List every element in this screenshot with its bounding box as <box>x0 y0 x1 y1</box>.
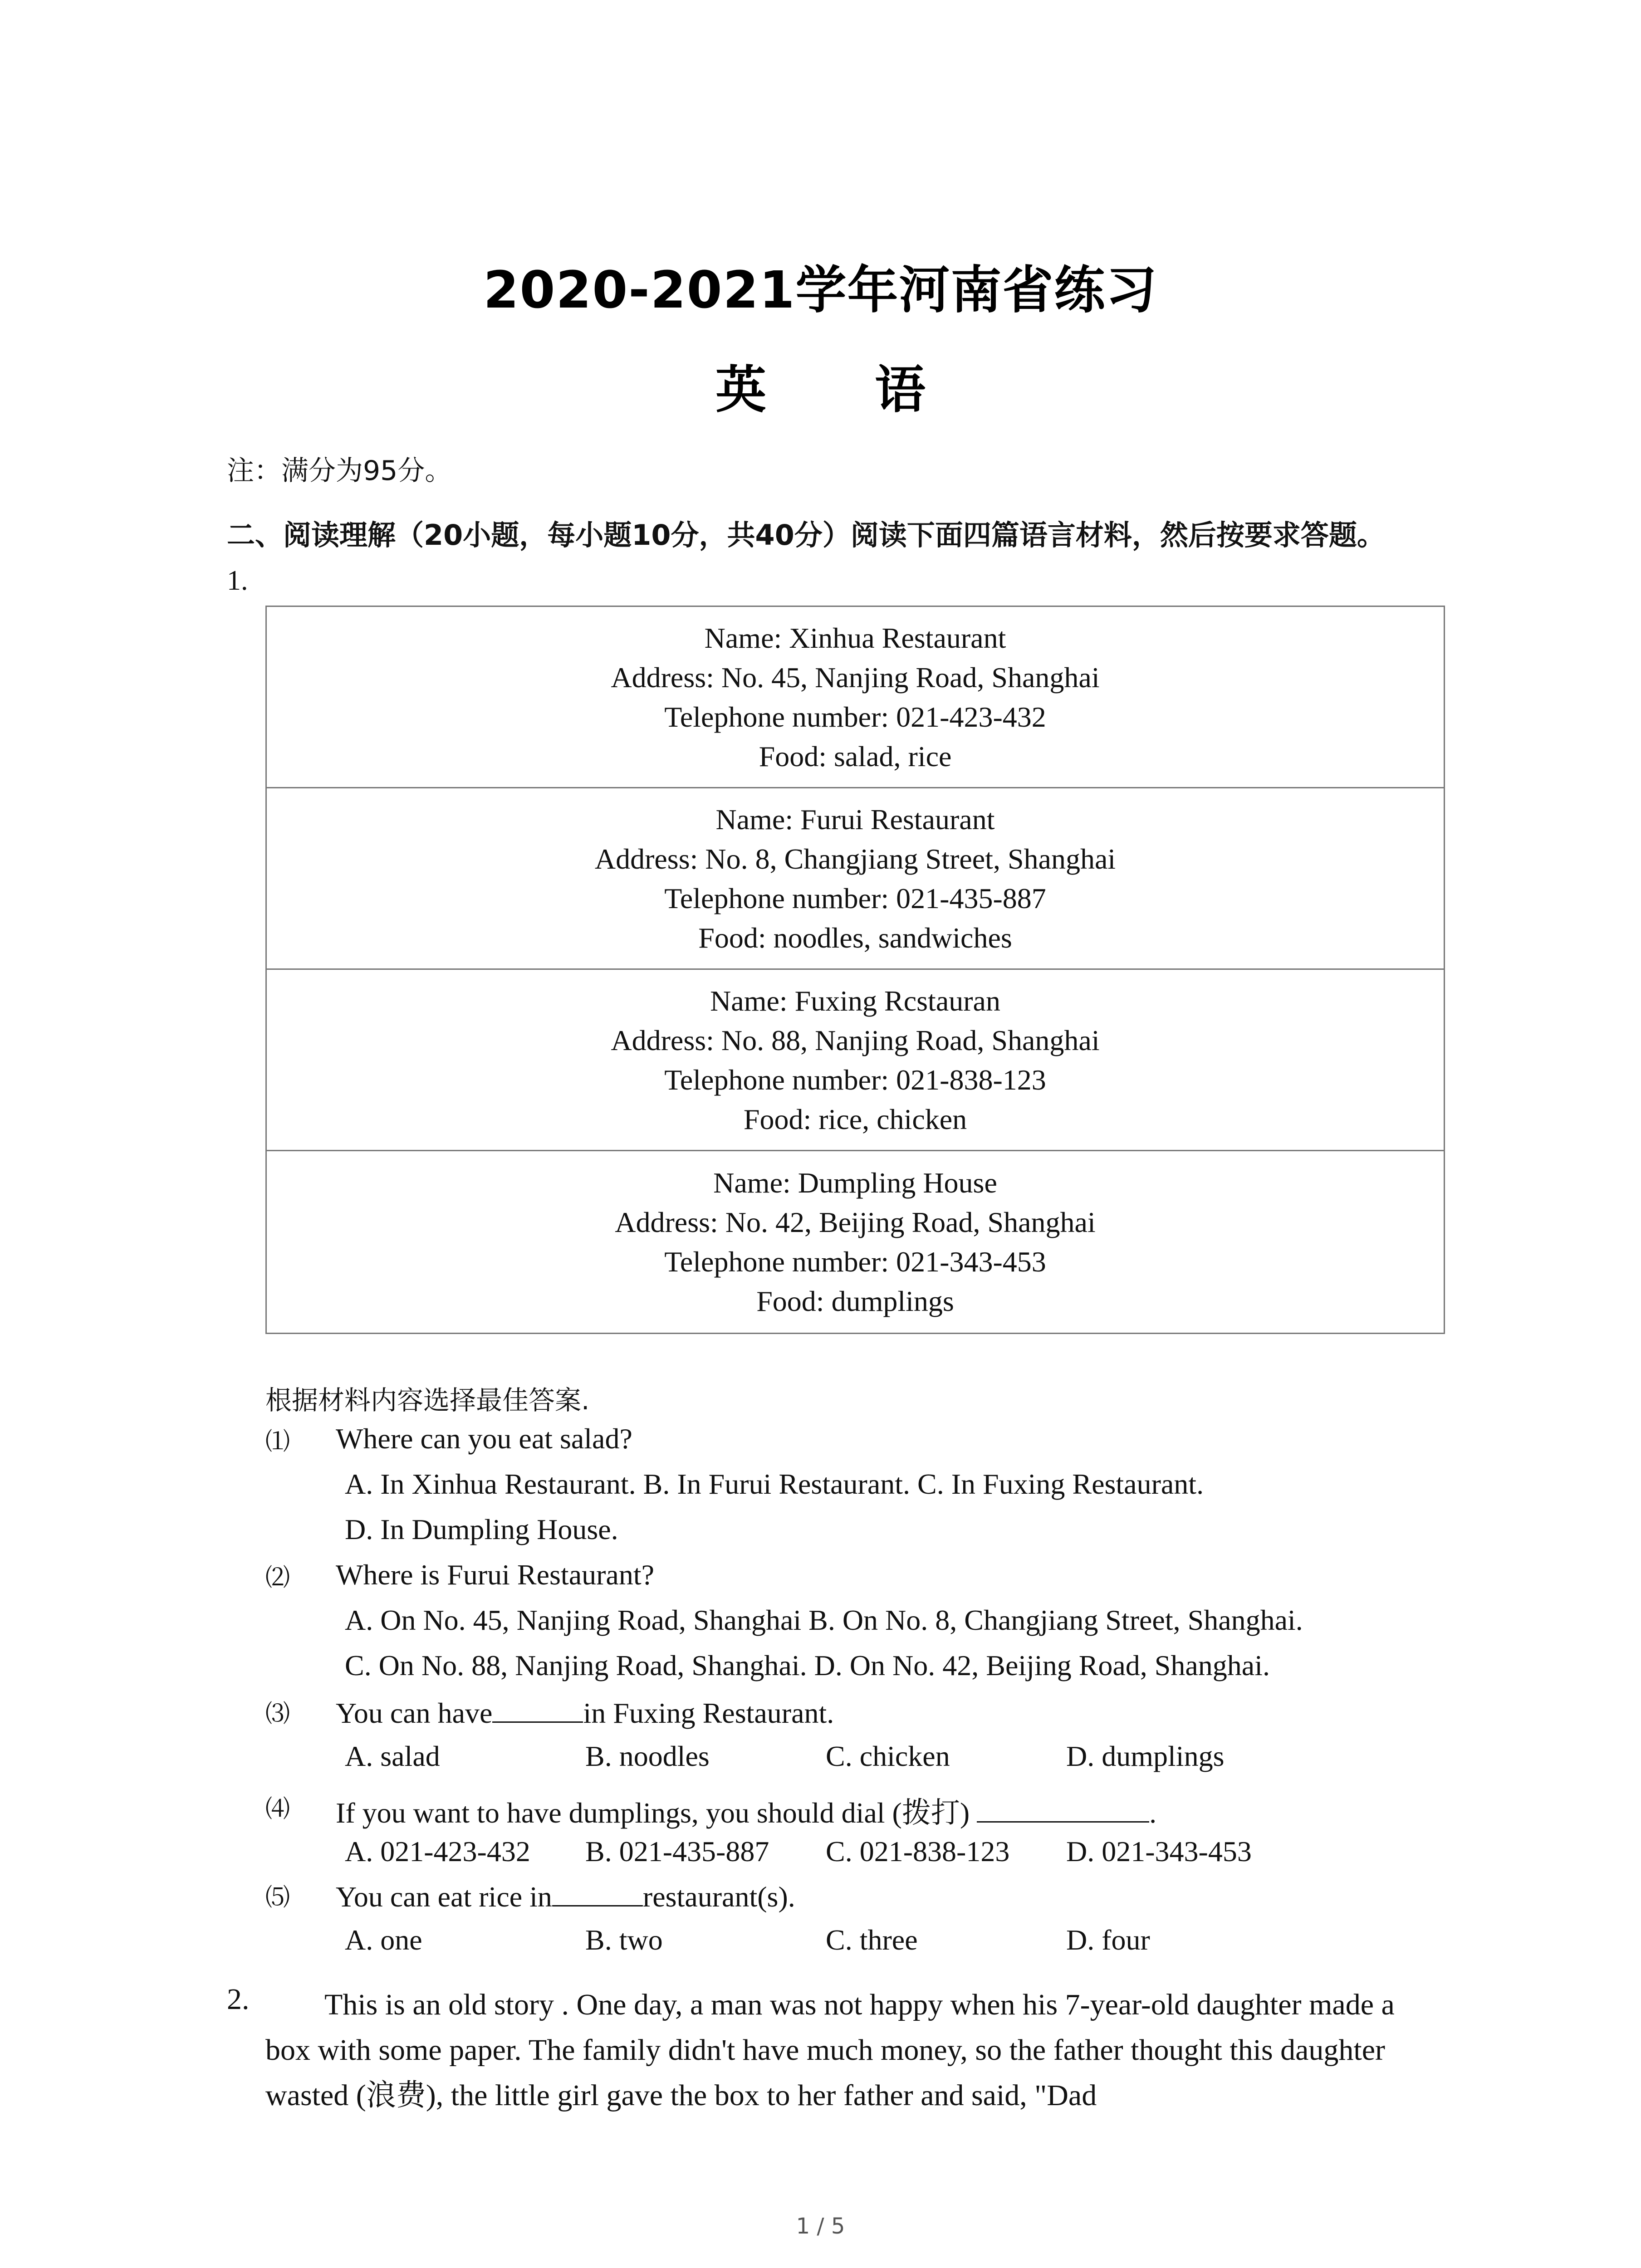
sub-question-number: ⑴ <box>265 1427 290 1456</box>
sub-question-number: ⑷ <box>265 1794 290 1823</box>
passage <box>265 1982 1454 2118</box>
sub-question-stem <box>336 1694 834 1730</box>
options-row <box>345 1835 1434 1871</box>
restaurant-address: Address: No. 42, Beijing Road, Shanghai <box>615 1206 1096 1238</box>
restaurant-phone: Telephone number: 021-838-123 <box>664 1063 1046 1096</box>
option: D. four <box>1066 1924 1150 1956</box>
restaurant-table <box>265 606 1445 1334</box>
options-row <box>345 1740 1434 1776</box>
restaurant-name: Name: Xinhua Restaurant <box>704 621 1006 654</box>
option: C. 021-838-123 <box>826 1835 1010 1867</box>
options-line: A. On No. 45, Nanjing Road, Shanghai B. On No. 8, Changjiang Street, Shanghai. <box>345 1604 1303 1636</box>
sub-question-number: ⑸ <box>265 1883 290 1911</box>
page-title: 2020-2021学年河南省练习 <box>483 261 1158 320</box>
restaurant-address: Address: No. 8, Changjiang Street, Shanghai <box>594 842 1116 875</box>
instruction: 根据材料内容选择最佳答案. <box>265 1385 590 1416</box>
option: A. salad <box>345 1740 440 1772</box>
stem-text: You can have <box>336 1697 493 1729</box>
options-line: D. In Dumpling House. <box>345 1513 618 1545</box>
option: C. three <box>826 1924 918 1956</box>
section-heading: 二、阅读理解（20小题，每小题10分，共40分）阅读下面四篇语言材料，然后按要求答题。 <box>227 518 1385 552</box>
sub-question-stem: Where is Furui Restaurant? <box>336 1559 654 1591</box>
option: D. 021-343-453 <box>1066 1835 1252 1867</box>
restaurant-name: Name: Furui Restaurant <box>715 803 995 836</box>
restaurant-food: Food: rice, chicken <box>743 1103 967 1135</box>
sub-question-number: ⑵ <box>265 1563 290 1592</box>
answer-blank <box>977 1794 1149 1823</box>
options-line: A. In Xinhua Restaurant. B. In Furui Restaurant. C. In Fuxing Restaurant. <box>345 1468 1204 1500</box>
stem-text: . <box>1149 1797 1157 1829</box>
restaurant-cell <box>267 607 1444 788</box>
passage-line: wasted (浪费), the little girl gave the box to her father and said, "Dad <box>265 2079 1097 2112</box>
page-number: 1 / 5 <box>796 2214 845 2239</box>
option: B. two <box>585 1924 663 1956</box>
sub-question-stem: Where can you eat salad? <box>336 1422 632 1455</box>
question-number: 1. <box>227 565 248 596</box>
option: D. dumplings <box>1066 1740 1225 1772</box>
restaurant-food: Food: noodles, sandwiches <box>698 921 1012 954</box>
restaurant-phone: Telephone number: 021-423-432 <box>664 700 1046 733</box>
answer-blank <box>552 1878 643 1906</box>
restaurant-food: Food: salad, rice <box>759 740 952 772</box>
restaurant-address: Address: No. 45, Nanjing Road, Shanghai <box>611 661 1100 694</box>
sub-question-stem <box>336 1789 1156 1831</box>
stem-text: in Fuxing Restaurant. <box>583 1697 834 1729</box>
option: A. 021-423-432 <box>345 1835 530 1867</box>
option: B. noodles <box>585 1740 710 1772</box>
stem-text: You can eat rice in <box>336 1881 552 1913</box>
option: A. one <box>345 1924 422 1956</box>
options-row <box>345 1923 1434 1960</box>
option: C. chicken <box>826 1740 950 1772</box>
sub-question-stem <box>336 1878 795 1914</box>
restaurant-phone: Telephone number: 021-343-453 <box>664 1246 1046 1278</box>
option: B. 021-435-887 <box>585 1835 769 1867</box>
restaurant-food: Food: dumplings <box>756 1285 954 1317</box>
sub-question-number: ⑶ <box>265 1699 290 1728</box>
passage-line: box with some paper. The family didn't have much money, so the father thought this daughter <box>265 2033 1386 2067</box>
answer-blank <box>492 1694 583 1723</box>
question-number: 2. <box>227 1983 250 2016</box>
stem-text: restaurant(s). <box>642 1881 795 1913</box>
passage-line: This is an old story . One day, a man was not happy when his 7-year-old daughter made a <box>324 1988 1395 2021</box>
restaurant-name: Name: Dumpling House <box>713 1167 997 1199</box>
options-line: C. On No. 88, Nanjing Road, Shanghai. D. On No. 42, Beijing Road, Shanghai. <box>345 1649 1270 1681</box>
restaurant-cell <box>267 1151 1444 1333</box>
stem-text: If you want to have dumplings, you should dial (拨打) <box>336 1797 977 1829</box>
subject-title: 英 语 <box>715 361 971 420</box>
restaurant-phone: Telephone number: 021-435-887 <box>664 882 1046 914</box>
restaurant-name: Name: Fuxing Rcstauran <box>710 984 1000 1017</box>
restaurant-address: Address: No. 88, Nanjing Road, Shanghai <box>611 1024 1100 1056</box>
restaurant-cell <box>267 970 1444 1151</box>
score-note: 注：满分为95分。 <box>227 455 452 487</box>
restaurant-cell <box>267 788 1444 970</box>
